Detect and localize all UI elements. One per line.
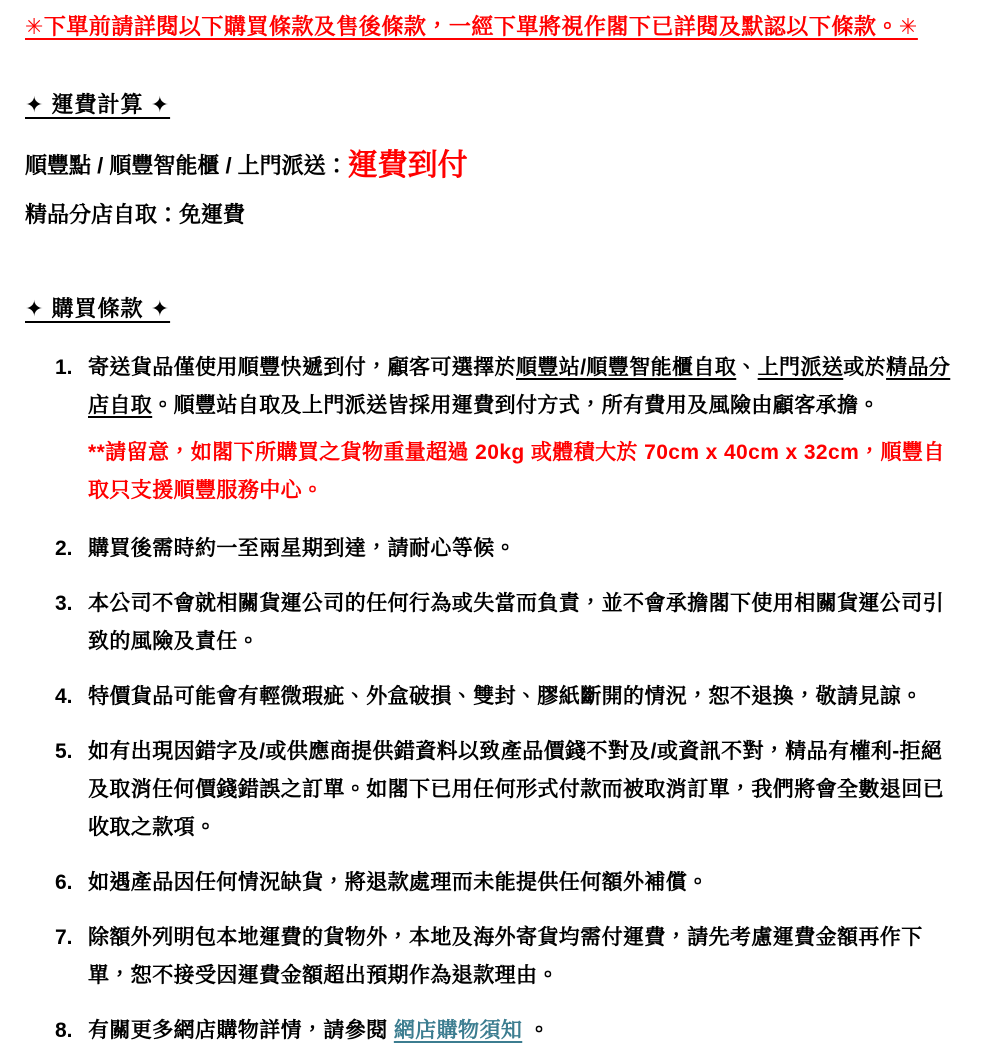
term-text-segment: 本公司不會就相關貨運公司的任何行為或失當而負責，並不會承擔閣下使用相關貨運公司引致的風險及責任。 <box>88 591 944 653</box>
term-item <box>55 585 961 661</box>
term-text-segment: 購買後需時約一至兩星期到達，請耐心等候。 <box>88 536 516 560</box>
term-text <box>88 678 961 716</box>
shipping-section-heading: ✦ 運費計算 ✦ <box>25 92 171 118</box>
term-text-segment: 如有出現因錯字及/或供應商提供錯資料以致產品價錢不對及/或資訊不對，精品有權利-拒絕及取消任何價錢錯誤之訂單。如閣下已用任何形式付款而被取消訂單，我們將會全數退回已收取之款項。 <box>88 739 944 839</box>
term-number: 8. <box>55 1018 73 1042</box>
term-body <box>88 678 961 716</box>
term-text <box>88 919 961 995</box>
term-text-segment: 除額外列明包本地運費的貨物外，本地及海外寄貨均需付運費，請先考慮運費金額再作下單，恕不接受因運費金額超出預期作為退款理由。 <box>88 925 923 987</box>
term-item <box>55 1012 961 1050</box>
term-number: 2. <box>55 536 73 560</box>
term-number: 3. <box>55 591 73 615</box>
shipping-options-line <box>25 146 961 185</box>
top-notice: ✳下單前請詳閱以下購買條款及售後條款，一經下單將視作閣下已詳閱及默認以下條款。✳ <box>25 14 918 39</box>
term-text <box>88 733 961 847</box>
store-guide-link[interactable]: 網店購物須知 <box>393 1018 523 1042</box>
term-note-red: **請留意，如閣下所購買之貨物重量超過 20kg 或體積大於 70cm x 40cm x 32cm，順豐自取只支援順豐服務中心。 <box>88 440 945 502</box>
underlined-term-text: 上門派送 <box>757 355 844 379</box>
term-body <box>88 864 961 902</box>
term-number: 4. <box>55 684 73 708</box>
term-text <box>88 1012 961 1050</box>
term-text-segment: 或於 <box>843 355 887 379</box>
term-text-segment: 如遇產品因任何情況缺貨，將退款處理而未能提供任何額外補償。 <box>88 870 709 894</box>
store-pickup-line: 精品分店自取：免運費 <box>25 202 246 228</box>
shipping-options-prefix: 順豐點 / 順豐智能櫃 / 上門派送： <box>25 153 348 179</box>
terms-section-heading: ✦ 購買條款 ✦ <box>25 295 171 321</box>
term-item <box>55 678 961 716</box>
freight-collect-value: 運費到付 <box>347 149 468 183</box>
term-item <box>55 919 961 995</box>
term-body <box>88 1012 961 1050</box>
terms-list <box>25 349 961 1050</box>
underlined-term-text: 順豐站/順豐智能櫃自取 <box>516 355 737 379</box>
term-text-segment: 。順豐站自取及上門派送皆採用運費到付方式，所有費用及風險由顧客承擔。 <box>152 393 880 417</box>
term-number: 7. <box>55 925 73 949</box>
term-text-segment: 寄送貨品僅使用順豐快遞到付，顧客可選擇於 <box>88 355 516 379</box>
term-body <box>88 530 961 568</box>
term-item <box>55 733 961 847</box>
term-body <box>88 733 961 847</box>
term-number: 1. <box>55 355 73 379</box>
term-text-segment: 。 <box>522 1018 550 1042</box>
term-item <box>55 864 961 902</box>
term-text-segment: 、 <box>736 355 758 379</box>
term-text-segment: 特價貨品可能會有輕微瑕疵、外盒破損、雙封、膠紙斷開的情況，恕不退換，敬請見諒。 <box>88 684 923 708</box>
term-body <box>88 349 961 513</box>
term-body <box>88 919 961 995</box>
term-text <box>88 530 961 568</box>
underlined-term-text: 精品分店自取 <box>88 355 951 417</box>
term-number: 6. <box>55 870 73 894</box>
term-item <box>55 530 961 568</box>
term-number: 5. <box>55 739 73 763</box>
term-text <box>88 585 961 661</box>
term-body <box>88 585 961 661</box>
term-text-segment: 有關更多網店購物詳情，請參閱 <box>88 1018 394 1042</box>
term-item <box>55 349 961 513</box>
term-text <box>88 864 961 902</box>
term-text <box>88 349 961 425</box>
